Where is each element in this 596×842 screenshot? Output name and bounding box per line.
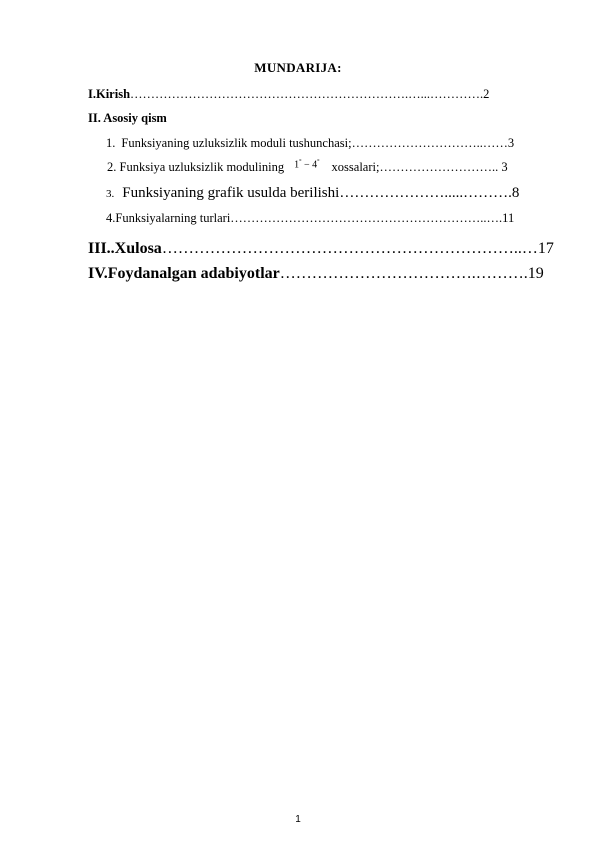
toc-entry-uzluksizlik-moduli: [106, 136, 514, 151]
toc-title: MUNDARIJA:: [254, 60, 342, 75]
toc-entry-xossalari: [107, 160, 508, 175]
toc-dots: ……………………………….……….: [279, 265, 528, 282]
toc-page: 11: [502, 211, 515, 225]
toc-dots: …………………………………………………………..…: [161, 240, 538, 257]
toc-page: 17: [537, 240, 554, 257]
toc-entry-funksiyalar-turlari: [106, 211, 514, 226]
toc-number: 1.: [106, 136, 116, 150]
toc-label: III..Xulosa: [88, 240, 162, 257]
toc-page: 19: [527, 265, 544, 282]
toc-dots: ………………………………………………………….…...………….: [130, 87, 484, 101]
toc-dots: ………………………..: [379, 160, 502, 174]
toc-label: Funksiyaning grafik usulda berilishi: [122, 185, 340, 201]
toc-page: 8: [511, 185, 520, 201]
toc-page: 2: [483, 87, 490, 101]
toc-dots: …………………………..……: [351, 136, 508, 150]
toc-page: 3: [501, 160, 508, 174]
toc-dots: ………………….....……….: [339, 185, 512, 201]
toc-label: 2. Funksiya uzluksizlik modulining: [107, 160, 285, 174]
toc-label: I.Kirish: [88, 87, 131, 101]
toc-entry-xulosa: [88, 240, 554, 258]
toc-label: Funksiyaning uzluksizlik moduli tushunchasi;: [121, 136, 352, 150]
toc-entry-kirish: [88, 87, 489, 102]
toc-entry-grafik-usul: [106, 185, 519, 202]
toc-number: 3.: [106, 188, 115, 200]
toc-section-asosiy-qism: II. Asosiy qism: [88, 111, 167, 125]
toc-dots: ……………………………………………………..….: [230, 211, 503, 225]
toc-formula: 1° − 4°: [294, 158, 320, 170]
toc-label: IV.Foydanalgan adabiyotlar: [88, 265, 280, 282]
toc-label-suffix: xossalari;: [331, 160, 380, 174]
toc-page: 3: [507, 136, 515, 150]
toc-entry-adabiyotlar: [88, 265, 544, 283]
page-number: 1: [295, 814, 301, 825]
toc-label: 4.Funksiyalarning turlari: [106, 211, 231, 225]
